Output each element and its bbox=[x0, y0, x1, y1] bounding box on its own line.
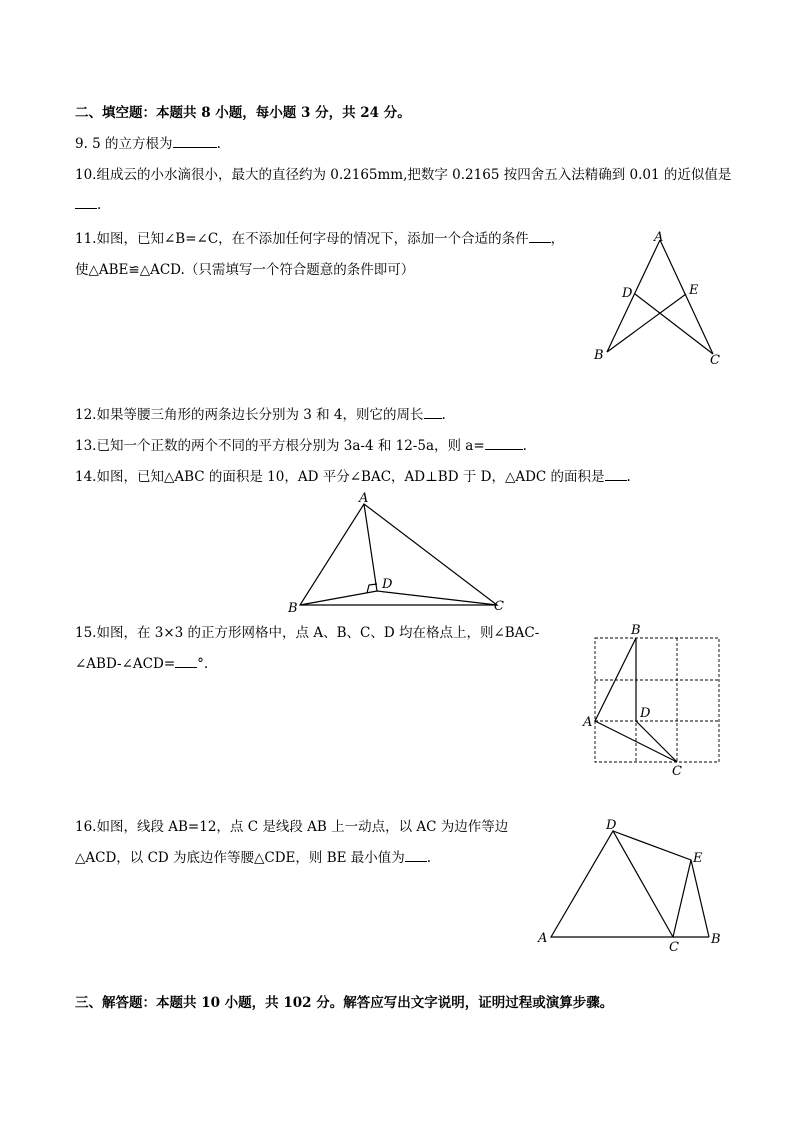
label-D: D bbox=[382, 577, 393, 592]
segments-DE-EC bbox=[613, 831, 691, 937]
answer-blank[interactable] bbox=[75, 196, 97, 209]
question-16: 16.如图，线段 AB=12，点 C 是线段 AB 上一动点，以 AC 为边作等边 bbox=[75, 819, 509, 835]
segment-AC bbox=[660, 240, 713, 354]
question-16-line-2 bbox=[75, 849, 431, 867]
answer-blank[interactable] bbox=[175, 655, 197, 668]
section-2-heading: 二、填空题：本题共 8 小题，每小题 3 分，共 24 分。 bbox=[75, 105, 411, 121]
question-14 bbox=[75, 468, 631, 486]
answer-blank[interactable] bbox=[529, 230, 551, 243]
question-12-tail: . bbox=[441, 407, 446, 423]
label-C: C bbox=[710, 353, 720, 368]
segment-AD bbox=[364, 504, 377, 591]
question-12 bbox=[75, 406, 446, 424]
label-A: A bbox=[583, 715, 593, 730]
question-15-text: ∠ABD-∠ACD= bbox=[75, 656, 176, 672]
question-15-tail: °. bbox=[197, 656, 209, 672]
triangle-ABC bbox=[300, 504, 497, 605]
question-10-answer-line bbox=[75, 196, 101, 214]
question-11-line-2: 使△ABE≌△ACD.（只需填写一个符合题意的条件即可） bbox=[75, 262, 415, 278]
figure-14 bbox=[285, 490, 510, 620]
question-13-text: 13.已知一个正数的两个不同的平方根分别为 3a-4 和 12-5a，则 a= bbox=[75, 438, 485, 454]
question-13 bbox=[75, 437, 527, 455]
question-14-tail: . bbox=[626, 469, 631, 485]
label-B: B bbox=[594, 348, 604, 363]
label-A: A bbox=[359, 491, 369, 506]
label-B: B bbox=[288, 601, 298, 616]
segment-BDC bbox=[300, 591, 497, 605]
question-9 bbox=[75, 135, 221, 153]
question-15: 15.如图，在 3×3 的正方形网格中，点 A、B、C、D 均在格点上，则∠BAC- bbox=[75, 625, 540, 641]
question-9-tail: . bbox=[216, 136, 221, 152]
answer-blank[interactable] bbox=[173, 135, 217, 148]
figure-11 bbox=[590, 228, 730, 368]
label-A: A bbox=[654, 230, 664, 245]
label-E: E bbox=[689, 283, 699, 298]
label-A: A bbox=[538, 931, 548, 946]
answer-blank[interactable] bbox=[605, 468, 627, 481]
question-14-text: 14.如图，已知△ABC 的面积是 10，AD 平分∠BAC，AD⊥BD 于 D，△ADC 的面积是 bbox=[75, 469, 605, 485]
label-C: C bbox=[669, 940, 679, 955]
figure-16 bbox=[535, 815, 735, 955]
question-9-text: 9. 5 的立方根为 bbox=[75, 136, 173, 152]
answer-blank[interactable] bbox=[424, 406, 442, 419]
question-10-text: 10.组成云的小水滴很小，最大的直径约为 0.2165mm,把数字 0.2165 按四舍五入法精确到 0.01 的近似值是 bbox=[75, 167, 732, 183]
segment-EB bbox=[691, 860, 709, 937]
question-13-tail: . bbox=[522, 438, 527, 454]
label-D: D bbox=[640, 706, 651, 721]
segment-AB bbox=[607, 240, 660, 352]
label-E: E bbox=[693, 851, 703, 866]
question-15-line-2 bbox=[75, 655, 208, 673]
grid-border bbox=[595, 638, 719, 762]
label-B: B bbox=[631, 623, 641, 638]
question-10 bbox=[75, 166, 731, 184]
label-D: D bbox=[606, 818, 617, 833]
question-16-tail: . bbox=[426, 850, 432, 866]
section-3-heading: 三、解答题：本题共 10 小题，共 102 分。解答应写出文字说明，证明过程或演算步骤。 bbox=[75, 995, 614, 1011]
answer-blank[interactable] bbox=[485, 437, 523, 450]
question-10-tail: . bbox=[97, 197, 102, 213]
question-11-text-b: ， bbox=[550, 231, 565, 247]
label-D: D bbox=[622, 286, 633, 301]
question-11-text-a: 11.如图，已知∠B=∠C，在不添加任何字母的情况下，添加一个合适的条件 bbox=[75, 231, 529, 247]
figure-15 bbox=[580, 620, 730, 780]
segments-BD-DC bbox=[636, 638, 677, 762]
question-16-text: △ACD，以 CD 为底边作等腰△CDE，则 BE 最小值为 bbox=[75, 850, 405, 866]
label-C: C bbox=[494, 599, 504, 614]
label-B: B bbox=[711, 932, 721, 947]
question-11 bbox=[75, 230, 564, 248]
question-12-text: 12.如果等腰三角形的两条边长分别为 3 和 4，则它的周长 bbox=[75, 407, 424, 423]
answer-blank[interactable] bbox=[405, 849, 427, 862]
label-C: C bbox=[672, 764, 682, 779]
